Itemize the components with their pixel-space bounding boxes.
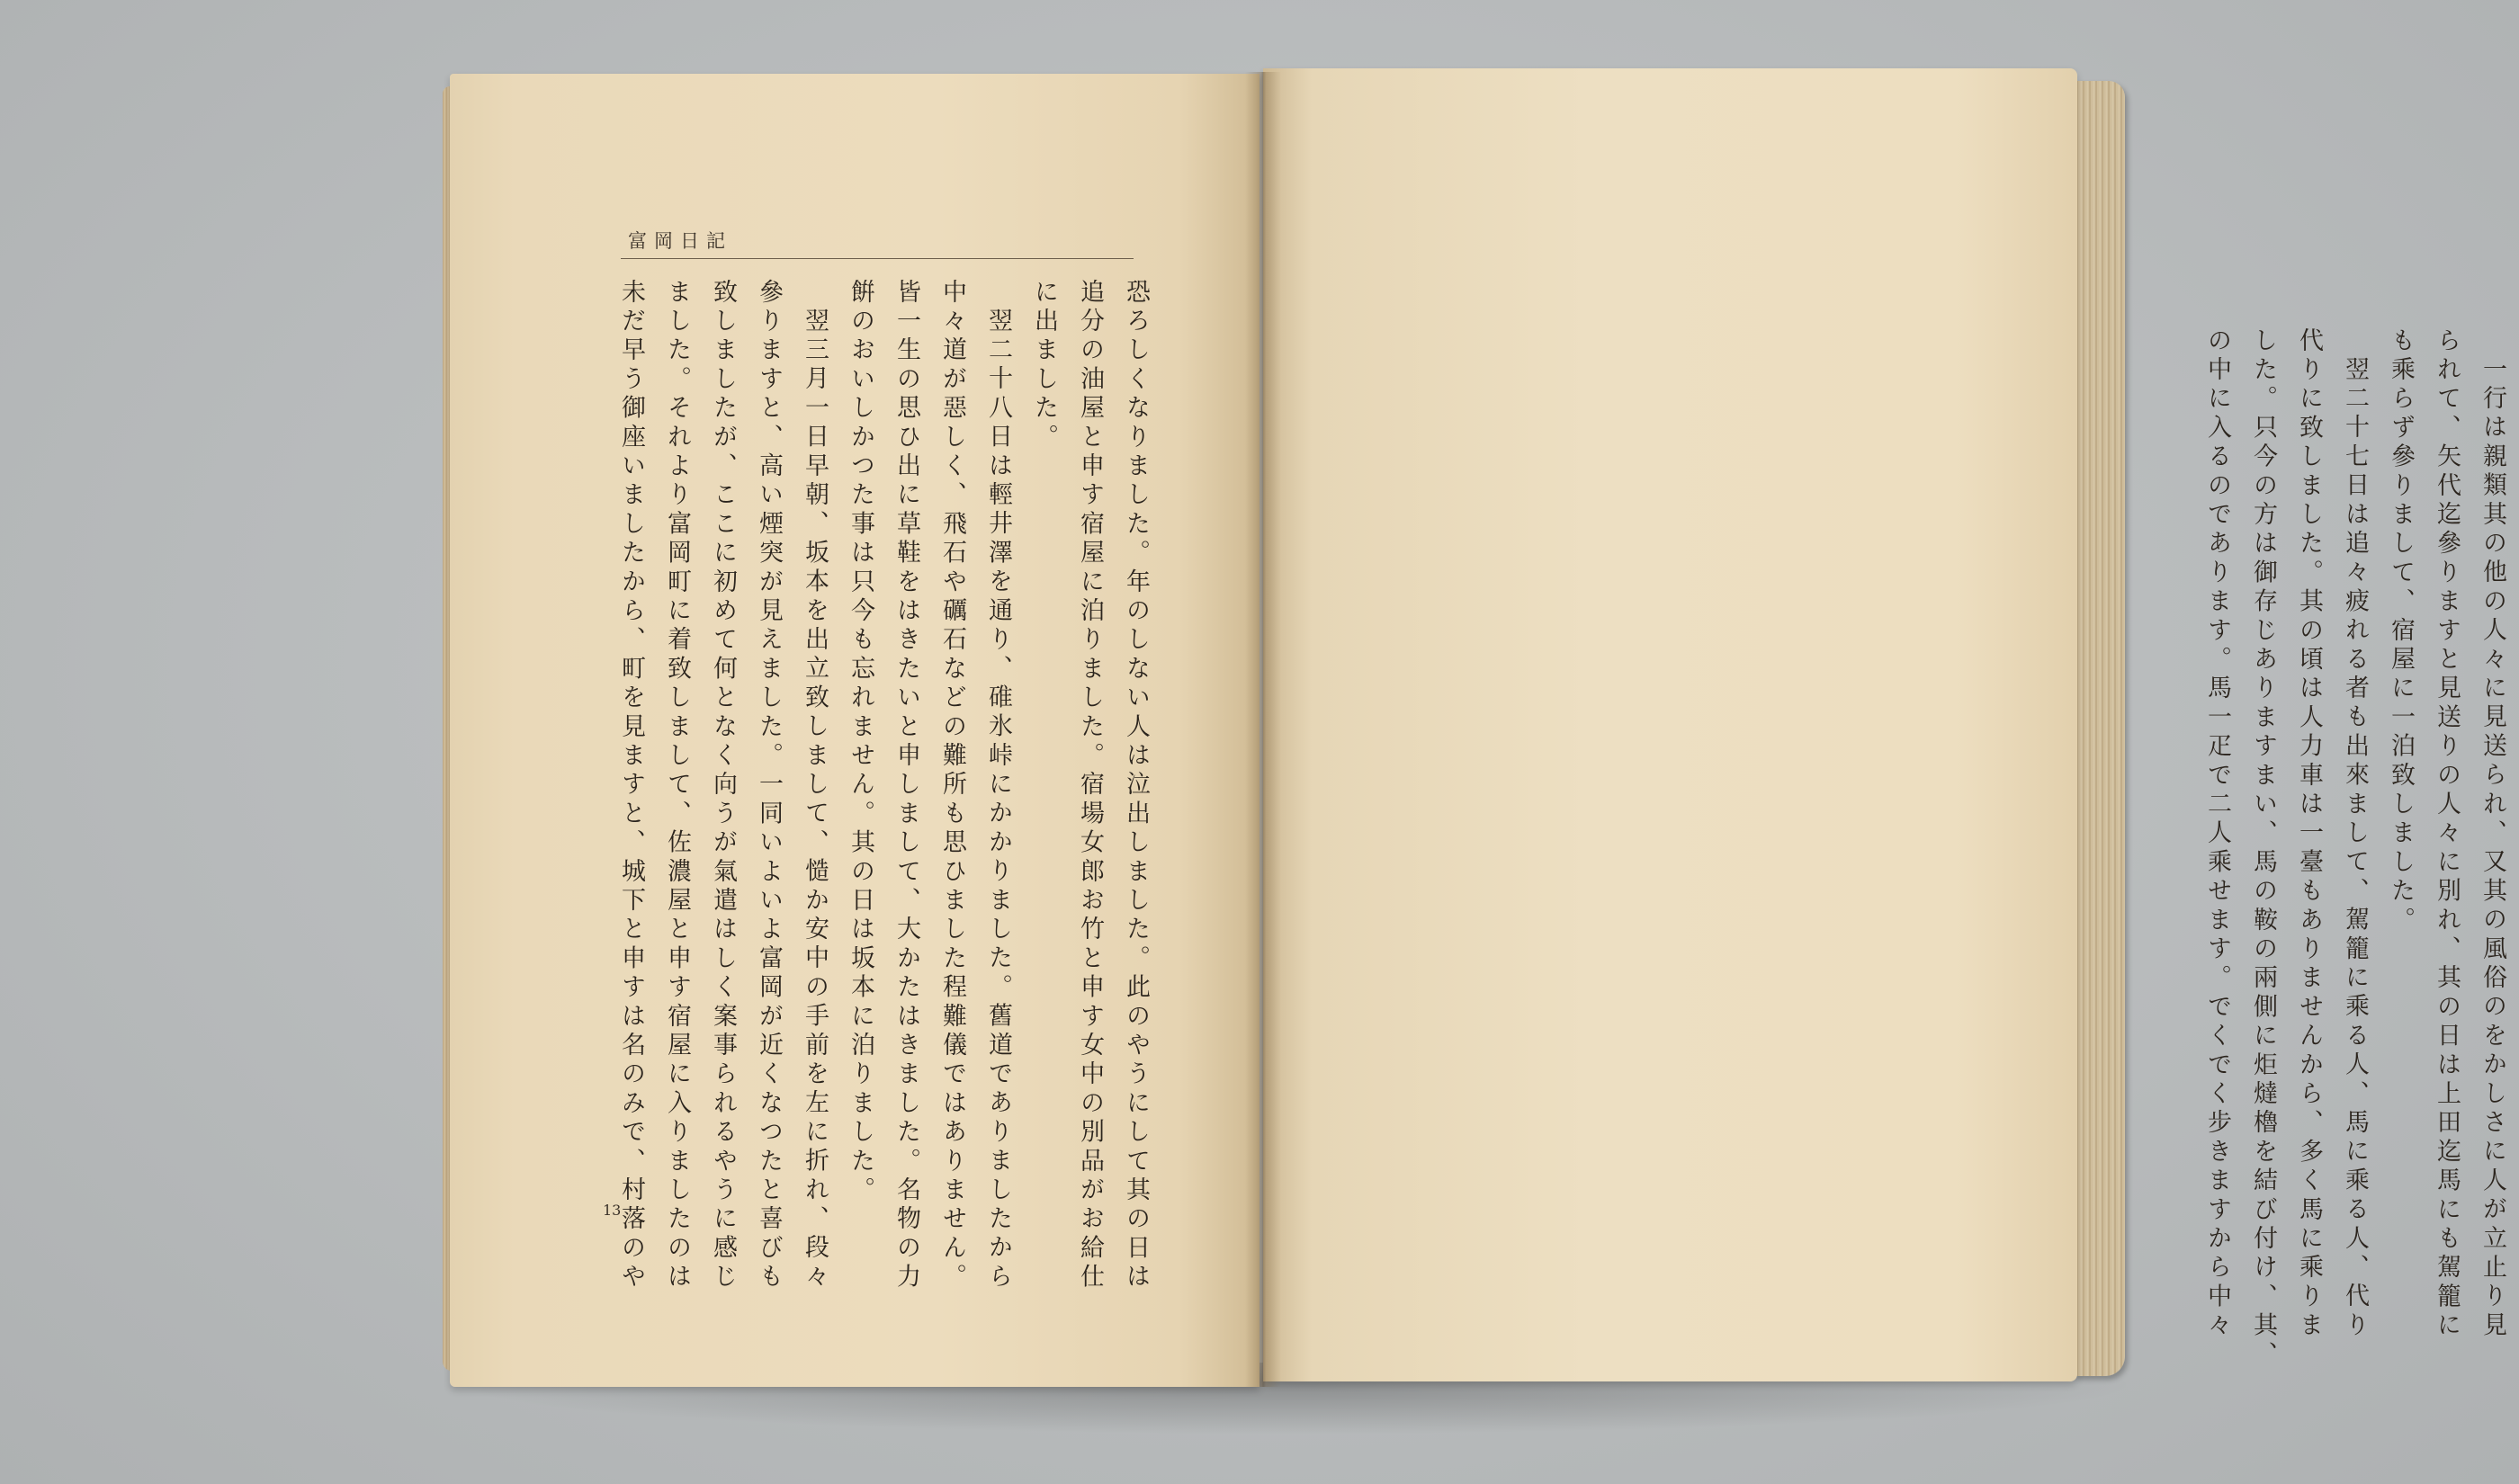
text-column-left-9: 參りますと、高い煙突が見えました。一同いよいよ富岡が近くなつたと喜びも: [755, 279, 783, 1292]
header-rule-left: [621, 258, 1134, 259]
open-book: [443, 68, 2506, 1390]
text-column-left-3: に出ました。: [1030, 279, 1058, 453]
book-gutter: [1245, 72, 1281, 1387]
text-column-left-12: 未だ早う御座いましたから、町を見ますと、城下と申すは名のみで、村落のや: [617, 279, 645, 1293]
text-column-left-8: 翌三月一日早朝、坂本を出立致しまして、慥か安中の手前を左に折れ、段々: [801, 308, 829, 1292]
text-column-right-6: した。只今の方は御存じありますまい、馬の鞍の兩側に炬燵櫓を結び付け、其、: [2249, 327, 2277, 1371]
text-column-left-4: 翌二十八日は輕井澤を通り、碓氷峠にかかりました。舊道でありましたから: [984, 308, 1012, 1292]
text-column-right-3: も乘らず參りまして、宿屋に一泊致しました。: [2387, 327, 2415, 936]
text-column-left-7: 餠のおいしかつた事は只今も忘れません。其の日は坂本に泊りました。: [847, 279, 874, 1206]
page-number-left: 13: [603, 1202, 622, 1219]
text-column-left-6: 皆一生の思ひ出に草鞋をはきたいと申しまして、大かたはきました。名物の力: [892, 279, 920, 1292]
text-column-right-7: の中に入るのであります。馬一疋で二人乘せます。でくでく步きますから中々: [2203, 327, 2231, 1341]
text-column-right-4: 翌二十七日は追々疲れる者も出來まして、駕籠に乘る人、馬に乘る人、代り: [2341, 356, 2369, 1341]
text-column-left-1: 恐ろしくなりました。年のしない人は泣出しました。此のやうにして其の日は: [1122, 279, 1150, 1292]
running-head-left: 富岡日記: [628, 230, 732, 252]
right-page: [1263, 68, 2506, 1381]
text-column-right-1: 一行は親類其の他の人々に見送られ、又其の風俗のをかしさに人が立止り見: [2479, 356, 2506, 1341]
text-column-left-2: 追分の油屋と申す宿屋に泊りました。宿場女郎お竹と申す女中の別品がお給仕: [1076, 279, 1104, 1292]
right-page-edges: [2073, 81, 2125, 1376]
text-column-left-10: 致しましたが、ここに初めて何となく向うが氣遣はしく案事られるやうに感じ: [709, 279, 737, 1292]
text-column-right-2: られて、矢代迄參りますと見送りの人々に別れ、其の日は上田迄馬にも駕籠に: [2433, 327, 2461, 1341]
text-column-left-5: 中々道が惡しく、飛石や礪石などの難所も思ひました程難儀ではありません。: [938, 279, 966, 1292]
left-page: [450, 74, 1260, 1387]
text-column-left-11: ました。それより富岡町に着致しまして、佐濃屋と申す宿屋に入りましたのは: [663, 279, 691, 1292]
text-column-right-5: 代りに致しました。其の頃は人力車は一臺もありませんから、多く馬に乘りま: [2295, 327, 2323, 1341]
